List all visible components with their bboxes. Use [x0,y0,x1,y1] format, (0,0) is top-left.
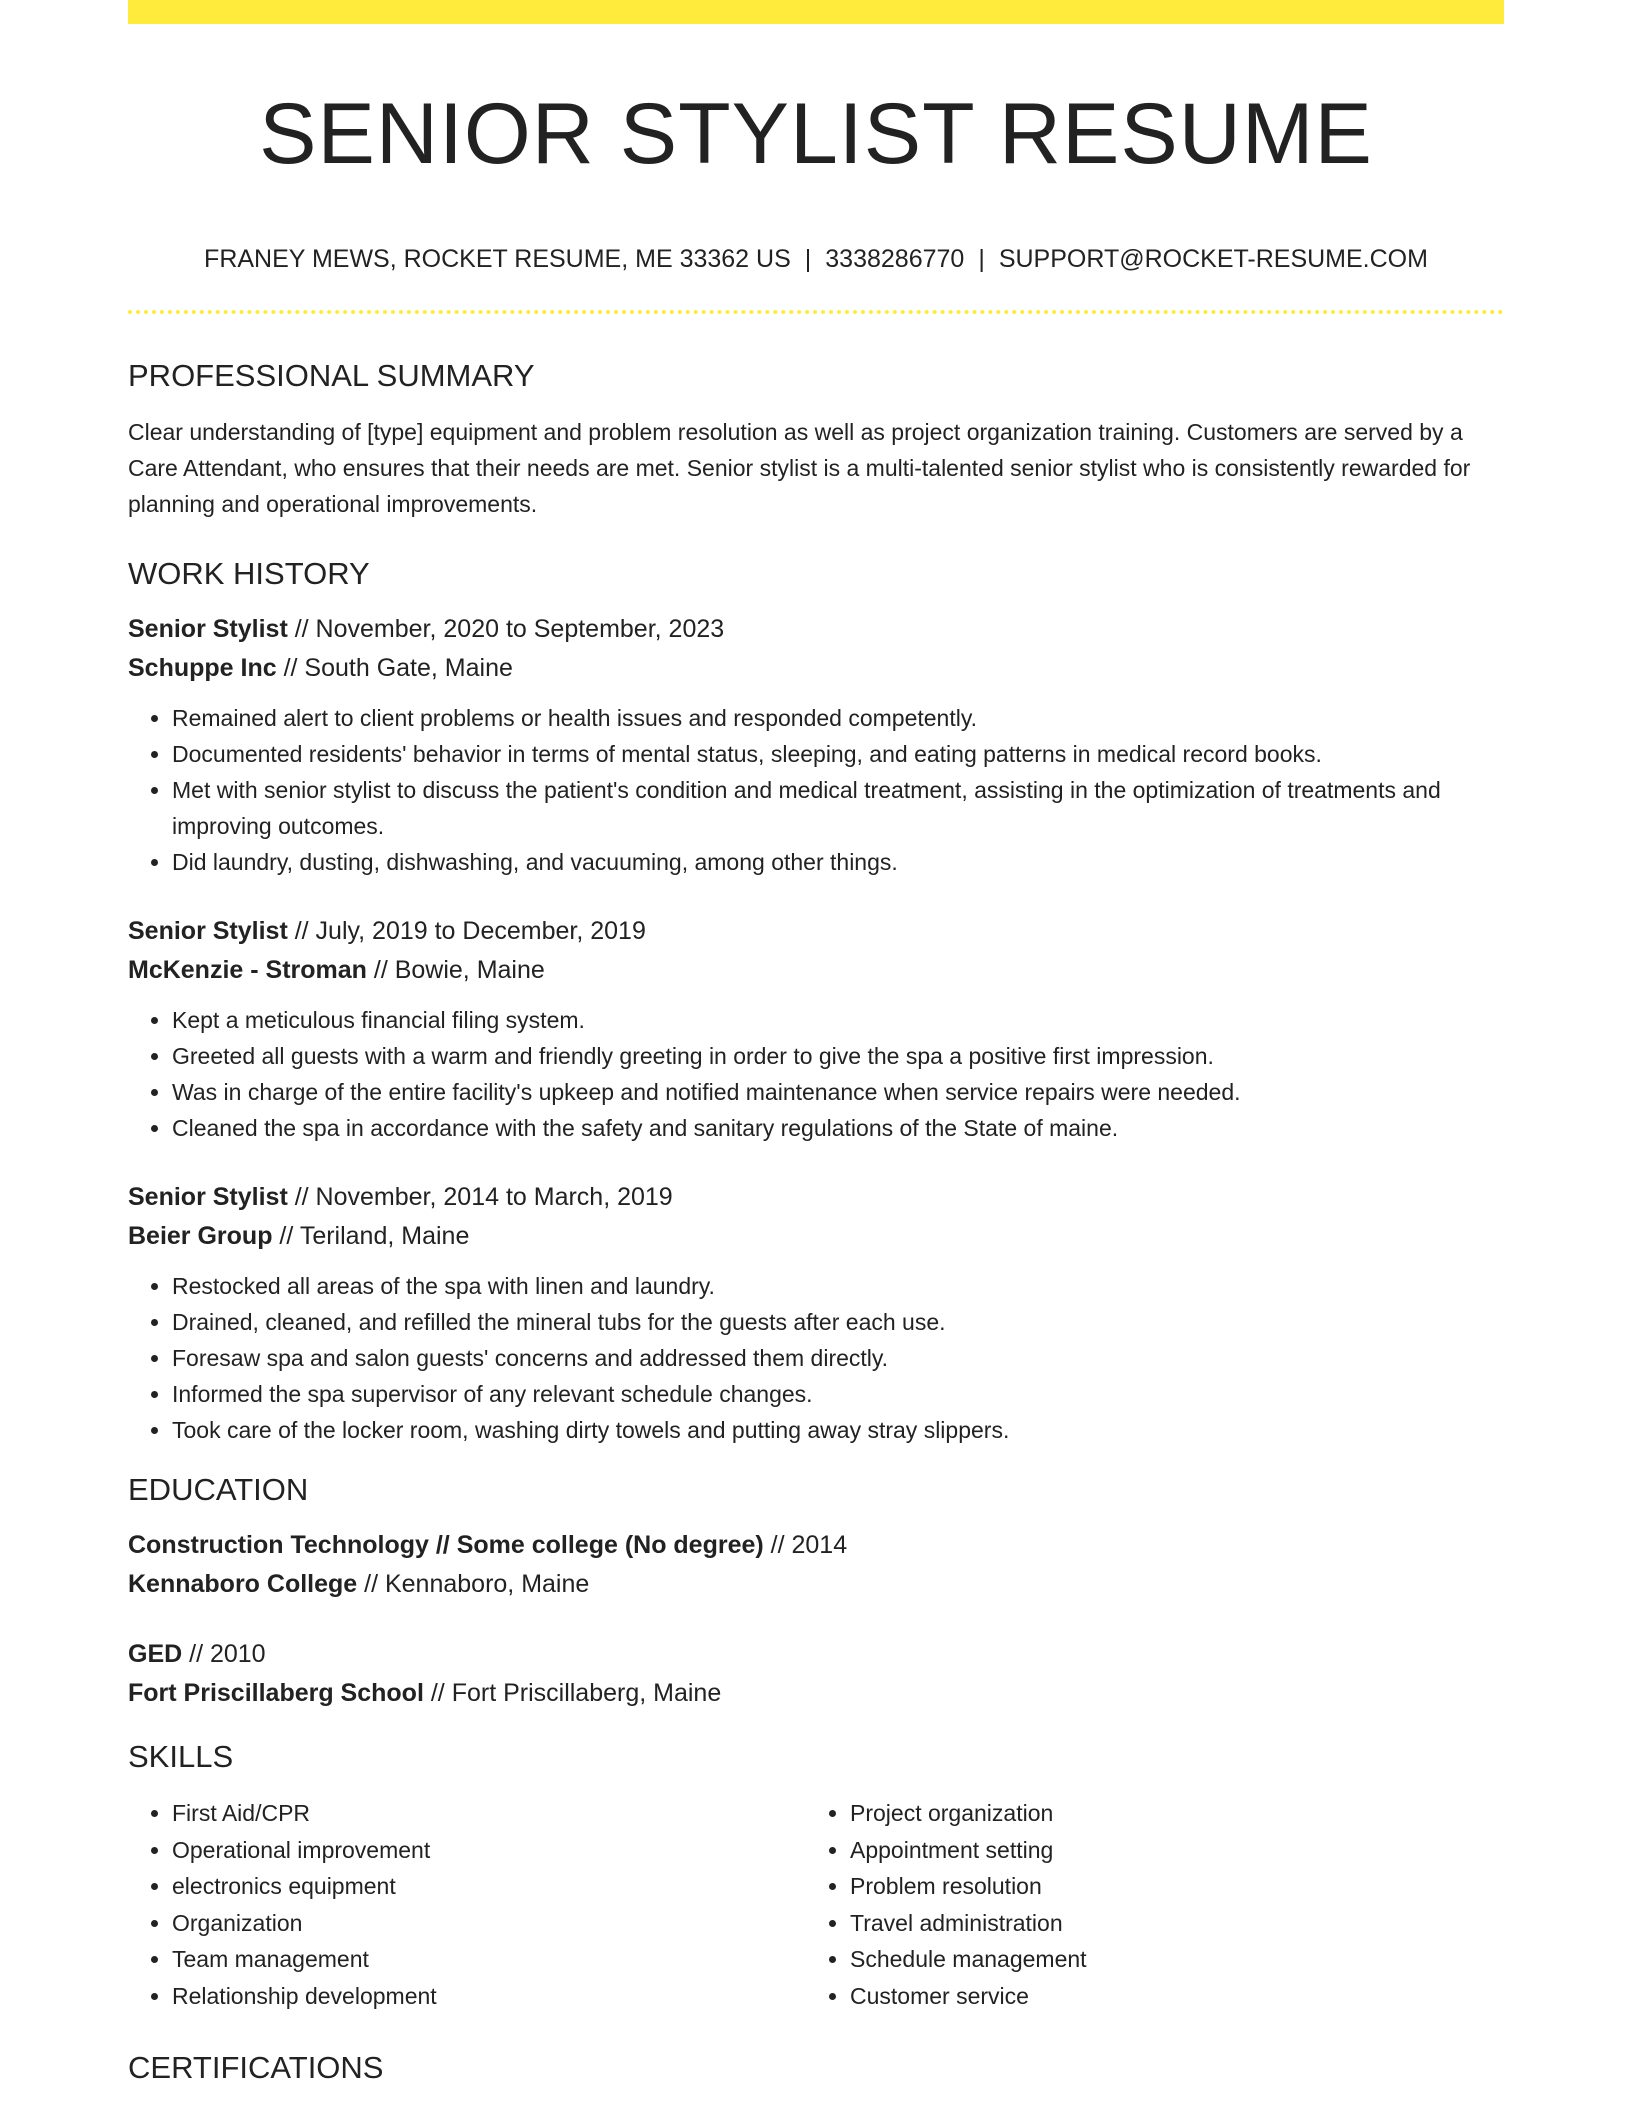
list-item: • Problem resolution [850,1868,1484,1905]
job-dates: // July, 2019 to December, 2019 [287,917,646,945]
list-item: • Cleaned the spa in accordance with the safety and sanitary regulations of the State of maine. [172,1110,1504,1146]
list-item: • Customer service [850,1978,1484,2015]
section-title-education: EDUCATION [128,1472,309,1507]
section-title-skills: SKILLS [128,1739,234,1774]
list-item: • Did laundry, dusting, dishwashing, and vacuuming, among other things. [172,844,1504,880]
contact-separator: | [804,245,812,273]
education-degree-line [128,1635,1504,1674]
contact-address: FRANEY MEWS, ROCKET RESUME, ME 33362 US [204,245,791,273]
job-dates: // November, 2020 to September, 2023 [287,615,725,643]
job-entry [128,912,1504,1146]
education-location: // Kennaboro, Maine [357,1570,590,1598]
education-school-line [128,1565,1504,1604]
section-title-work-history: WORK HISTORY [128,556,370,591]
list-item: • electronics equipment [172,1868,806,1905]
list-item: • Was in charge of the entire facility's upkeep and notified maintenance when service repairs were needed. [172,1074,1504,1110]
list-item: • Greeted all guests with a warm and friendly greeting in order to give the spa a positive first impression. [172,1038,1504,1074]
education-school-line [128,1674,1504,1713]
section-title-certifications: CERTIFICATIONS [128,2050,384,2085]
job-company-line [128,649,1504,688]
job-location: // Teriland, Maine [272,1222,470,1250]
list-item: • Organization [172,1905,806,1942]
list-item: • Met with senior stylist to discuss the patient's condition and medical treatment, assisting in the optimization of treatments and improving outcomes. [172,772,1504,844]
education-degree-line [128,1526,1504,1565]
education-degree: Construction Technology // Some college (No degree) [128,1531,764,1559]
job-location: // Bowie, Maine [366,956,545,984]
list-item: • Foresaw spa and salon guests' concerns and addressed them directly. [172,1340,1504,1376]
list-item: • Informed the spa supervisor of any relevant schedule changes. [172,1376,1504,1412]
skills-list-left [128,1795,806,2014]
job-dates: // November, 2014 to March, 2019 [287,1183,673,1211]
job-role-line [128,1178,1504,1217]
skills-columns [128,1795,1504,2014]
list-item: • Appointment setting [850,1832,1484,1869]
summary-text: Clear understanding of [type] equipment and problem resolution as well as project organization training. Customers are served by a Care Attendant, who ensures that their needs are met. Senior stylist is a multi-talented senior stylist who is consistently rewarded for planning and operational improvements. [128,419,1471,517]
education-school: Fort Priscillaberg School [128,1679,424,1707]
job-entry [128,610,1504,880]
contact-line [128,242,1504,276]
list-item: • Relationship development [172,1978,806,2015]
job-role: Senior Stylist [128,1183,288,1211]
job-entry [128,1178,1504,1448]
education-year: // 2014 [763,1531,848,1559]
dotted-divider [128,310,1504,314]
job-bullets [128,1268,1504,1448]
job-bullets [128,700,1504,880]
job-bullets [128,1002,1504,1146]
job-company-line [128,1217,1504,1256]
list-item: • Drained, cleaned, and refilled the mineral tubs for the guests after each use. [172,1304,1504,1340]
section-title-summary: PROFESSIONAL SUMMARY [128,358,535,393]
contact-separator: | [978,245,985,273]
list-item: • Kept a meticulous financial filing system. [172,1002,1504,1038]
job-role-line [128,912,1504,951]
list-item: • Team management [172,1941,806,1978]
list-item: • Operational improvement [172,1832,806,1869]
list-item: • Schedule management [850,1941,1484,1978]
list-item: • Travel administration [850,1905,1484,1942]
list-item: • Documented residents' behavior in terms of mental status, sleeping, and eating patterns in medical record books. [172,736,1504,772]
education-school: Kennaboro College [128,1570,358,1598]
resume-page [128,0,1504,2088]
contact-email[interactable]: SUPPORT@ROCKET-RESUME.COM [998,245,1428,273]
job-company: Beier Group [128,1222,273,1250]
job-role: Senior Stylist [128,917,288,945]
page-title: SENIOR STYLIST RESUME [259,86,1373,182]
skills-list-right [806,1795,1484,2014]
education-entry [128,1526,1504,1604]
job-company: McKenzie - Stroman [128,956,367,984]
job-role: Senior Stylist [128,615,288,643]
education-year: // 2010 [182,1640,266,1668]
job-location: // South Gate, Maine [276,654,513,682]
education-degree: GED [128,1640,183,1668]
job-role-line [128,610,1504,649]
contact-phone[interactable]: 3338286770 [825,245,965,273]
education-location: // Fort Priscillaberg, Maine [423,1679,722,1707]
education-entry [128,1635,1504,1713]
job-company-line [128,951,1504,990]
accent-bar [128,0,1504,24]
list-item: • Remained alert to client problems or health issues and responded competently. [172,700,1504,736]
list-item: • Restocked all areas of the spa with linen and laundry. [172,1268,1504,1304]
list-item: • Project organization [850,1795,1484,1832]
list-item: • First Aid/CPR [172,1795,806,1832]
job-company: Schuppe Inc [128,654,277,682]
list-item: • Took care of the locker room, washing dirty towels and putting away stray slippers. [172,1412,1504,1448]
